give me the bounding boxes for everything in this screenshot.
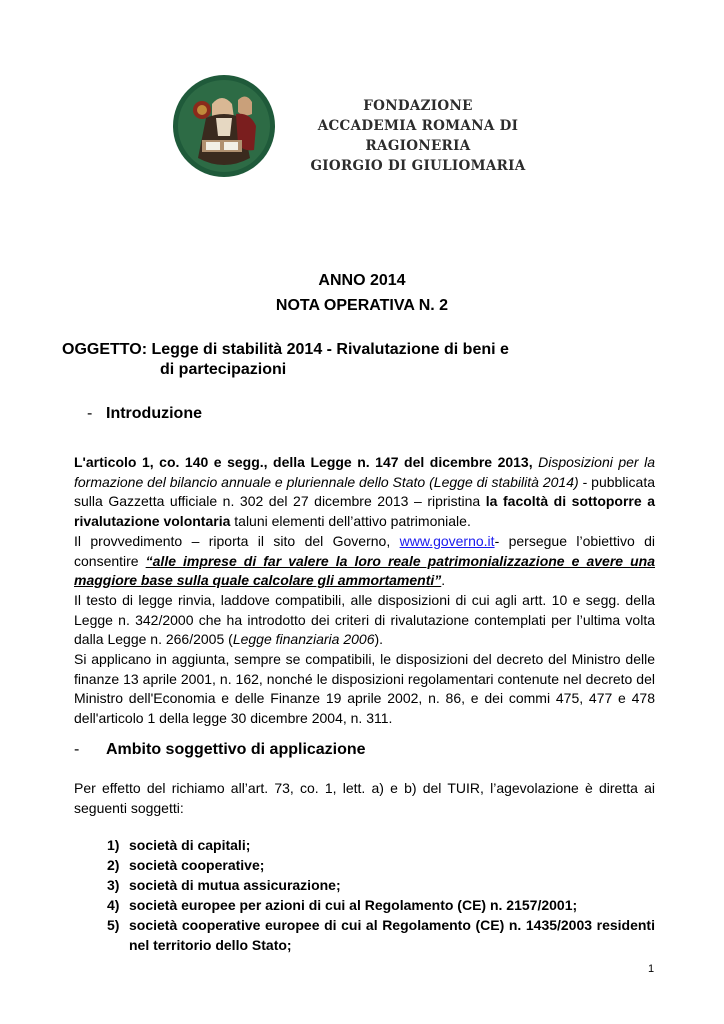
intro-emphasis: la facoltà di sottoporre a rivalutazione volontaria — [74, 493, 656, 530]
list-item — [107, 835, 655, 855]
org-line-3: GIORGIO DI GIULIOMARIA — [310, 158, 526, 174]
intro-p2-end: . — [441, 572, 446, 589]
academy-medallion-logo — [172, 74, 276, 178]
intro-paragraph-2 — [74, 532, 655, 591]
intro-p2-mid: - persegue l’obiettivo di consentire — [74, 532, 656, 569]
law-title: Disposizioni per la formazione del bilancio annuale e pluriennale dello Stato (Legge di stabilità 2014) — [74, 454, 656, 490]
list-item-number: 1) — [107, 837, 120, 853]
organization-name — [284, 96, 552, 176]
section-title-ambito: Ambito soggettivo di applicazione — [106, 741, 366, 758]
year-title: ANNO 2014 — [318, 272, 406, 289]
intro-paragraphs — [74, 453, 655, 729]
list-item-text: società di mutua assicurazione; — [129, 877, 341, 893]
finance-law-2006: Legge finanziaria 2006 — [232, 631, 375, 648]
note-title: NOTA OPERATIVA N. 2 — [275, 297, 449, 314]
subjects-list — [107, 835, 655, 955]
subject-heading — [62, 340, 662, 380]
list-item-text: società di capitali; — [129, 837, 251, 853]
list-item-text: società cooperative europee di cui al Regolamento (CE) n. 1435/2003 residenti nel territorio dello Stato; — [129, 917, 655, 953]
org-line-1: FONDAZIONE — [363, 98, 473, 114]
intro-paragraph-4: Si applicano in aggiunta, sempre se compatibili, le disposizioni del decreto del Ministro delle finanze 13 aprile 2001, n. 162, nonché le disposizioni regolamentari contenute nel decreto del Ministro dell'Economia e delle Finanze 19 aprile 2002, n. 86, e dei commi 475, 477 e 478 dell'articolo 1 della legge 30 dicembre 2004, n. 311. — [74, 651, 655, 727]
subject-line-2: di partecipazioni — [160, 361, 287, 378]
list-item-number: 2) — [107, 857, 120, 873]
law-reference: L'articolo 1, co. 140 e segg., della Legge n. 147 del dicembre 2013, — [74, 454, 533, 470]
intro-text-end: taluni elementi dell’attivo patrimoniale. — [234, 513, 471, 530]
intro-dash: - — [87, 405, 93, 422]
list-item-text: società europee per azioni di cui al Regolamento (CE) n. 2157/2001; — [129, 897, 578, 913]
subject-line-1: OGGETTO: Legge di stabilità 2014 - Rivalutazione di beni e — [62, 341, 509, 358]
list-item-number: 4) — [107, 897, 120, 913]
governo-link[interactable]: www.governo.it — [399, 532, 495, 549]
section-title-introduzione: Introduzione — [106, 405, 202, 422]
org-line-2: ACCADEMIA ROMANA DI RAGIONERIA — [317, 118, 519, 154]
scope-dash: - — [74, 741, 80, 758]
list-item — [107, 915, 655, 955]
list-item — [107, 895, 655, 915]
header-logo-block — [172, 74, 552, 180]
intro-paragraph-1 — [74, 453, 655, 532]
intro-paragraph-3 — [74, 591, 655, 650]
government-quote: “alle imprese di far valere la loro reale patrimonializzazione e avere una maggiore base sulla quale calcolare gli ammortamenti” — [74, 552, 655, 589]
intro-p2-start: Il provvedimento – riporta il sito del Governo, — [74, 532, 391, 549]
list-item-number: 3) — [107, 877, 120, 893]
intro-p3-start: Il testo di legge rinvia, laddove compatibili, alle disposizioni di cui agli artt. 10 e segg. della Legge n. 342/2000 che ha introdotto dei criteri di rivalutazione contemplati per l’ultima volta dalla Legge n. 266/2005 ( — [74, 591, 655, 648]
scope-paragraph: Per effetto del richiamo all’art. 73, co. 1, lett. a) e b) del TUIR, l’agevolazione è diretta ai seguenti soggetti: — [74, 780, 655, 816]
list-item-text: società cooperative; — [129, 857, 265, 873]
list-item — [107, 875, 655, 895]
list-item — [107, 855, 655, 875]
list-item-number: 5) — [107, 917, 120, 933]
intro-p3-end: ). — [374, 631, 384, 648]
intro-text: - pubblicata sulla Gazzetta ufficiale n. 302 del 27 dicembre 2013 – ripristina — [74, 473, 656, 510]
page-number: 1 — [648, 963, 655, 975]
